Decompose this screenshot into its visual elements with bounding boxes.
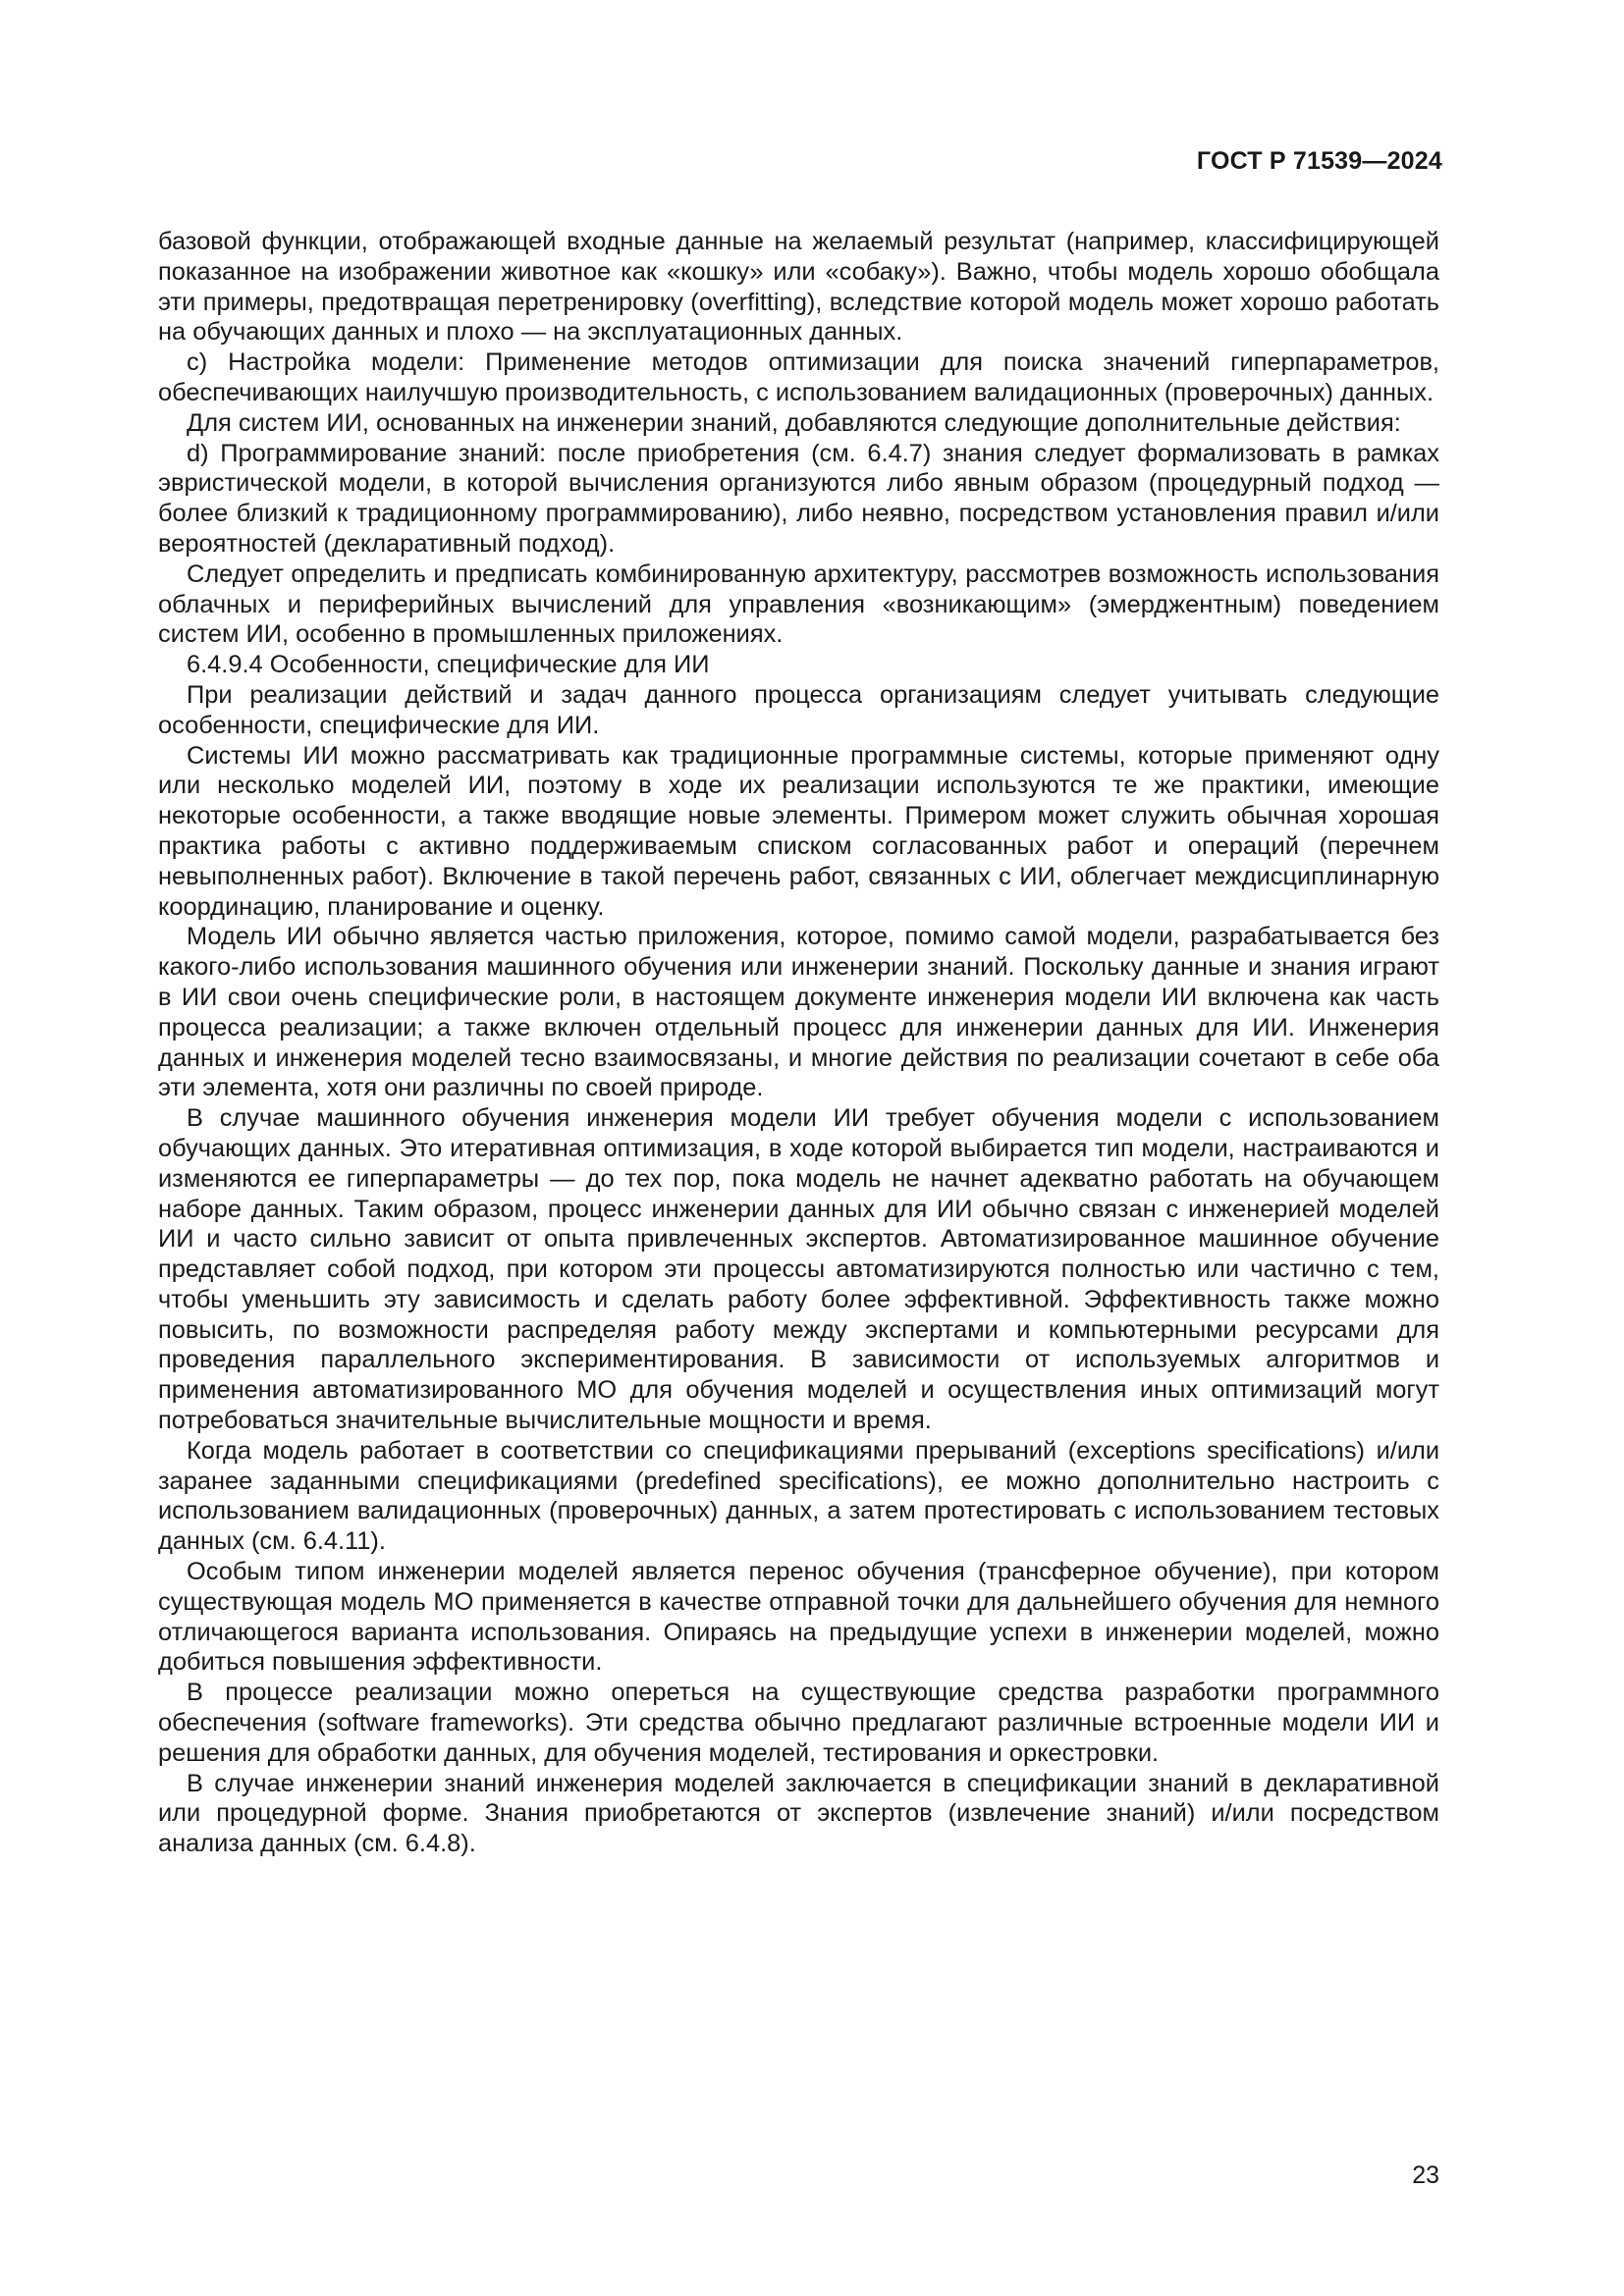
paragraph: В случае инженерии знаний инженерия моделей заключается в спецификации знаний в декларативной или процедурной форме. Знания приобретаются от экспертов (извлечение знаний) и/или посредством анализа данных (см. 6.4.8). (158, 1769, 1439, 1858)
paragraph-item-d: d) Программирование знаний: после приобретения (см. 6.4.7) знания следует формализовать в рамках эвристической модели, в которой вычисления организуются либо явным образом (процедурный подход — более близкий к традиционному программированию), либо неявно, посредством установления правил и/или вероятностей (декларативный подход). (158, 439, 1439, 558)
paragraph: Особым типом инженерии моделей является перенос обучения (трансферное обучение), при котором существующая модель МО применяется в качестве отправной точки для дальнейшего обучения для немного отличающегося варианта использования. Опираясь на предыдущие успехи в инженерии моделей, можно добиться повышения эффективности. (158, 1558, 1439, 1677)
paragraph: При реализации действий и задач данного процесса организациям следует учитывать следующие особенности, специфические для ИИ. (158, 680, 1439, 739)
document-body (158, 227, 1439, 1859)
page-number: 23 (1412, 2162, 1439, 2189)
paragraph-item-c: с) Настройка модели: Применение методов оптимизации для поиска значений гиперпараметров, обеспечивающих наилучшую производительность, с использованием валидационных (проверочных) данных. (158, 348, 1439, 406)
paragraph: Следует определить и предписать комбинированную архитектуру, рассмотрев возможность использования облачных и периферийных вычислений для управления «возникающим» (эмерджентным) поведением систем ИИ, особенно в промышленных приложениях. (158, 560, 1439, 649)
paragraph: В процессе реализации можно опереться на существующие средства разработки программного обеспечения (software frameworks). Эти средства обычно предлагают различные встроенные модели ИИ и решения для обработки данных, для обучения моделей, тестирования и оркестровки. (158, 1679, 1439, 1767)
paragraph: Когда модель работает в соответствии со спецификациями прерываний (exceptions specifications) и/или заранее заданными спецификациями (predefined specifications), ее можно дополнительно настроить с использованием валидационных (проверочных) данных, а затем протестировать с использованием тестовых данных (см. 6.4.11). (158, 1436, 1439, 1556)
section-heading-6-4-9-4: 6.4.9.4 Особенности, специфические для ИИ (187, 651, 710, 679)
paragraph: Системы ИИ можно рассматривать как традиционные программные системы, которые применяют одну или несколько моделей ИИ, поэтому в ходе их реализации используются те же практики, имеющие некоторые особенности, а также вводящие новые элементы. Примером может служить обычная хорошая практика работы с активно поддерживаемым списком согласованных работ и операций (перечнем невыполненных работ). Включение в такой перечень работ, связанных с ИИ, облегчает междисциплинарную координацию, планирование и оценку. (158, 741, 1439, 921)
paragraph-continuation: базовой функции, отображающей входные данные на желаемый результат (например, классифицирующей показанное на изображении животное как «кошку» или «собаку»). Важно, чтобы модель хорошо обобщала эти примеры, предотвращая перетренировку (overfitting), вследствие которой модель может хорошо работать на обучающих данных и плохо — на эксплуатационных данных. (158, 228, 1439, 347)
document-id-header: ГОСТ Р 71539—2024 (1196, 147, 1442, 175)
paragraph: Для систем ИИ, основанных на инженерии знаний, добавляются следующие дополнительные действия: (187, 408, 1401, 437)
paragraph: Модель ИИ обычно является частью приложения, которое, помимо самой модели, разрабатывается без какого-либо использования машинного обучения или инженерии знаний. Поскольку данные и знания играют в ИИ свои очень специфические роли, в настоящем документе инженерия модели ИИ включена как часть процесса реализации; а также включен отдельный процесс для инженерии данных для ИИ. Инженерия данных и инженерия моделей тесно взаимосвязаны, и многие действия по реализации сочетают в себе оба эти элемента, хотя они различны по своей природе. (158, 923, 1439, 1102)
paragraph: В случае машинного обучения инженерия модели ИИ требует обучения модели с использованием обучающих данных. Это итеративная оптимизация, в ходе которой выбирается тип модели, настраиваются и изменяются ее гиперпараметры — до тех пор, пока модель не начнет адекватно работать на обучающем наборе данных. Таким образом, процесс инженерии данных для ИИ обычно связан с инженерией моделей ИИ и часто сильно зависит от опыта привлеченных экспертов. Автоматизированное машинное обучение представляет собой подход, при котором эти процессы автоматизируются полностью или частично с тем, чтобы уменьшить эту зависимость и сделать работу более эффективной. Эффективность также можно повысить, по возможности распределяя работу между экспертами и компьютерными ресурсами для проведения параллельного экспериментирования. В зависимости от используемых алгоритмов и применения автоматизированного МО для обучения моделей и осуществления иных оптимизаций могут потребоваться значительные вычислительные мощности и время. (158, 1104, 1439, 1435)
